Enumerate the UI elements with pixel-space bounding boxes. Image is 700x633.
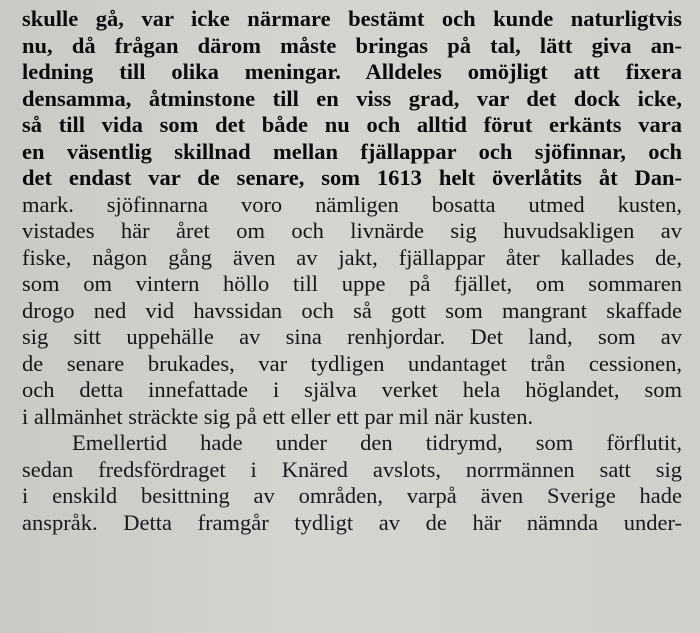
text-line: sedan fredsfördraget i Knäred avslots, norrmännen satt sig [22,456,682,482]
text-line: skulle gå, var icke närmare bestämt och kunde naturligtvis [22,6,682,31]
text-line: i allmänhet sträckte sig på ett eller ett par mil när kusten. [22,403,534,429]
text-line: drogo ned vid havssidan och så gott som mangrant skaffade [22,297,682,323]
text-line: sig sitt uppehälle av sina renhjordar. Det land, som av [22,324,682,349]
text-line: i enskild besittning av områden, varpå även Sverige hade [22,483,682,508]
text-line: så till vida som det både nu och alltid förut erkänts vara [22,112,682,137]
text-line: densamma, åtminstone till en viss grad, var det dock icke, [22,85,682,111]
page-text [22,6,682,536]
text-line: en väsentlig skillnad mellan fjällappar och sjöfinnar, och [22,138,682,164]
text-line: mark. sjöfinnarna voro nämligen bosatta utmed kusten, [22,191,682,217]
text-line: vistades här året om och livnärde sig huvudsakligen av [22,218,682,243]
text-line: som om vintern höllo till uppe på fjället, om sommaren [22,271,682,296]
text-line: det endast var de senare, som 1613 helt överlåtits åt Dan- [22,165,682,190]
text-line: och detta innefattade i själva verket hela höglandet, som [22,377,682,402]
text-line: de senare brukades, var tydligen undantaget trån cessionen, [22,350,682,376]
text-line: anspråk. Detta framgår tydligt av de här nämnda under- [22,509,682,535]
text-line: ledning till olika meningar. Alldeles omöjligt att fixera [22,59,682,84]
text-line: fiske, någon gång även av jakt, fjällappar åter kallades de, [22,244,682,270]
text-line: nu, då frågan därom måste bringas på tal, lätt giva an- [22,32,682,58]
paragraph-first-line: Emellertid hade under den tidrymd, som förflutit, [72,430,682,455]
